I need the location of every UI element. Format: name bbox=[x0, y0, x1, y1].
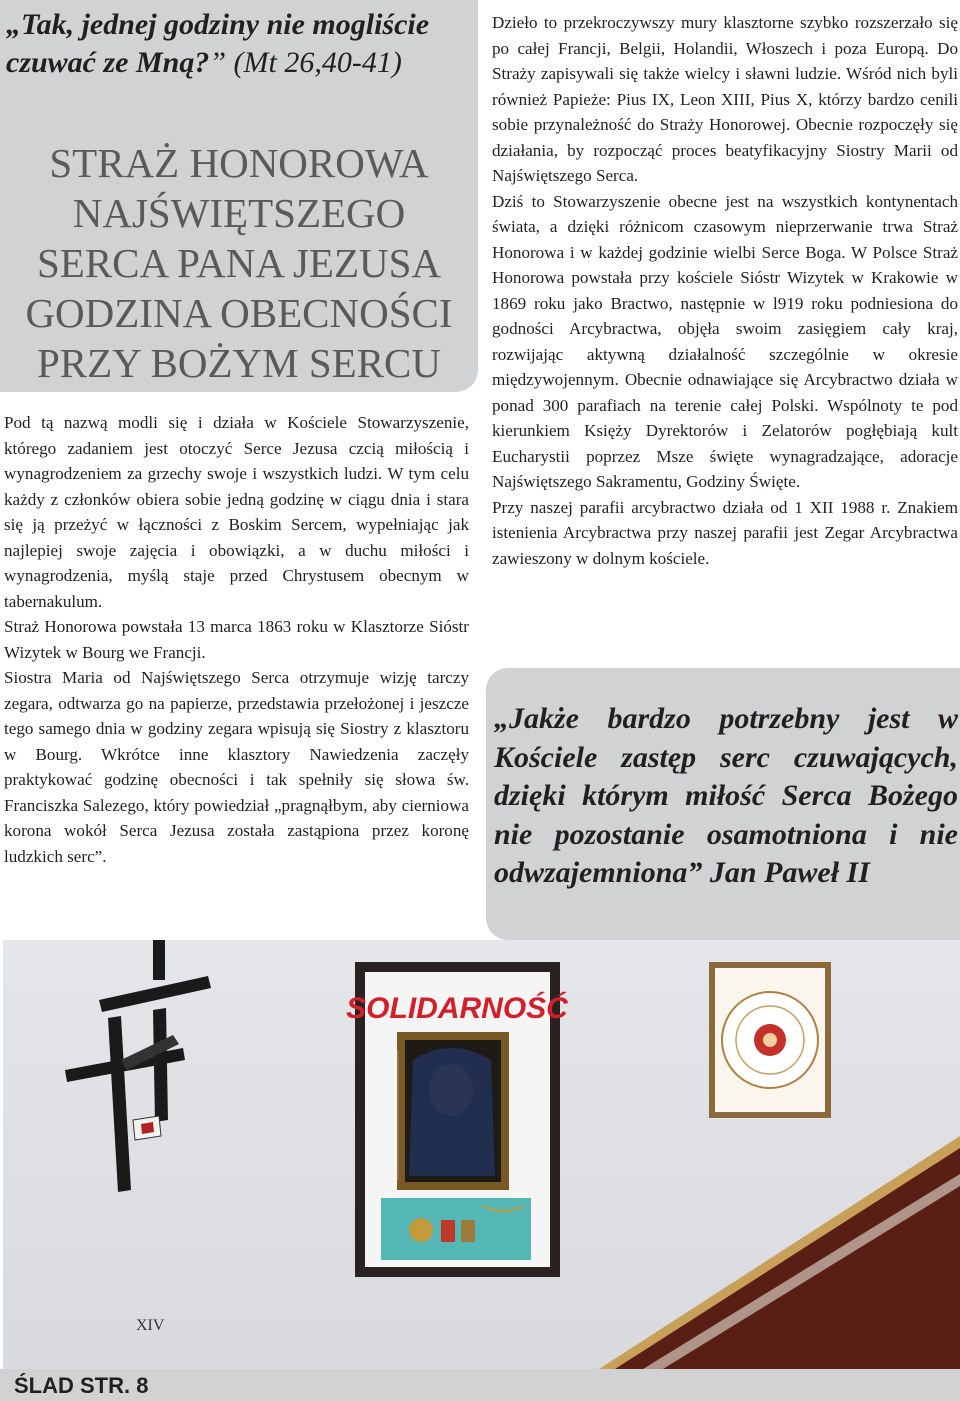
paragraph: Przy naszej parafii arcybractwo działa od 1 XII 1988 r. Znakiem istenienia Arcybractwa przy naszej parafii jest Zegar Arcybractwa zawieszony w dolnym kościele. bbox=[492, 497, 958, 568]
left-column bbox=[4, 410, 469, 869]
title-line: STRAŻ HONOROWA bbox=[49, 140, 429, 186]
title-line: PRZY BOŻYM SERCU bbox=[37, 340, 441, 386]
solidarity-frame bbox=[346, 962, 569, 1277]
title-line: NAJŚWIĘTSZEGO bbox=[72, 190, 406, 236]
medals-panel bbox=[381, 1198, 531, 1260]
paragraph: Straż Honorowa powstała 13 marca 1863 roku w Klasztorze Sióstr Wizytek w Bourg we Francji. bbox=[4, 617, 469, 662]
photo-illustration bbox=[3, 940, 960, 1369]
motto-reference: ” (Mt 26,40-41) bbox=[209, 46, 402, 79]
page-number-label: ŚLAD STR. 8 bbox=[14, 1373, 149, 1398]
motto-main: „Tak, jednej godziny nie mogliście czuwać ze Mną? bbox=[6, 8, 430, 79]
church-wall-photo bbox=[3, 940, 960, 1369]
paragraph: Dzieło to przekroczywszy mury klasztorne szybko rozszerzało się po całej Francji, Belgii, Holandii, Włoszech i poza Europą. Do Straży zapisywali się także wielcy i sławni ludzie. Wśród nich byli również Papieże: Pius IX, Leon XIII, Pius X, którzy bardzo cenili sobie przynależność do Straży Honorowej. Obecnie rozpoczęły się działania, by rozpocząć proces beatyfikacyjny Siostry Marii od Najświętszego Serca. bbox=[492, 13, 958, 185]
page-title bbox=[0, 138, 478, 388]
title-line: SERCA PANA JEZUSA bbox=[36, 240, 442, 286]
quote-text: „Jakże bardzo potrzebny jest w Kościele zastęp serc czuwających, dzięki którym miłość Serca Bożego nie pozostanie osamotniona i nie odwzajemniona” Jan Paweł II bbox=[494, 702, 958, 889]
paragraph: Pod tą nazwą modli się i działa w Kościele Stowarzyszenie, którego zadaniem jest otoczyć Serce Jezusa czcią miłością i wynagrodzeniem za grzechy swoje i wszystkich ludzi. W tym celu każdy z członków obiera sobie jedną godzinę w ciągu dnia i stara się ją przeżyć w łączności z Boskim Sercem, wypełniając jak najlepiej swoje zajęcia i obowiązki, a w duchu miłości i wynagrodzenia, myślą staje przed Chrystusem obecnym w tabernakulum. bbox=[4, 413, 469, 611]
right-column bbox=[492, 10, 958, 571]
motto bbox=[6, 6, 474, 82]
paragraph: Siostra Maria od Najświętszego Serca otrzymuje wizję tarczy zegara, odtwarza go na papierze, przedstawia przełożonej i jeszcze tego samego dnia w godziny zegara wpisują się Siostry z klasztoru w Bourg. Wkrótce inne klasztory Nawiedzenia zaczęły praktykować godzinę obecności i tak spełniły się słowa św. Franciszka Salezego, który powiedział „pragnąłbym, aby cierniowa korona wokół Serca Jezusa została zastąpiona przez koronę ludzkich serc”. bbox=[4, 668, 469, 866]
banner-text: SOLIDARNOŚĆ bbox=[346, 992, 568, 1025]
station-label: XIV bbox=[136, 1317, 165, 1334]
archconfraternity-clock bbox=[709, 962, 831, 1118]
title-line: GODZINA OBECNOŚCI bbox=[25, 290, 453, 336]
paragraph: Dziś to Stowarzyszenie obecne jest na wszystkich kontynentach świata, a dzięki różnicom czasowym nieprzerwanie trwa Straż Honorowa i w każdej godzinie wielbi Serce Boga. W Polsce Straż Honorowa powstała przy kościele Sióstr Wizytek w Krakowie w 1869 roku jako Bractwo, następnie w l919 roku podniesiona do godności Arcybractwa, objęła swoim zasięgiem cały kraj, rozwijając aktywną działalność szczególnie w okresie międzywojennym. Obecnie odnawiające się Arcybractwo działa w ponad 300 parafiach na terenie całej Polski. Wspólnoty te pod kierunkiem Księży Dyrektorów i Zelatorów pogłębiają kult Eucharystii poprzez Msze święte wynagradzające, adoracje Najświętszego Sakramentu, Godziny Święte. bbox=[492, 191, 958, 491]
footer-bar bbox=[0, 1369, 960, 1401]
